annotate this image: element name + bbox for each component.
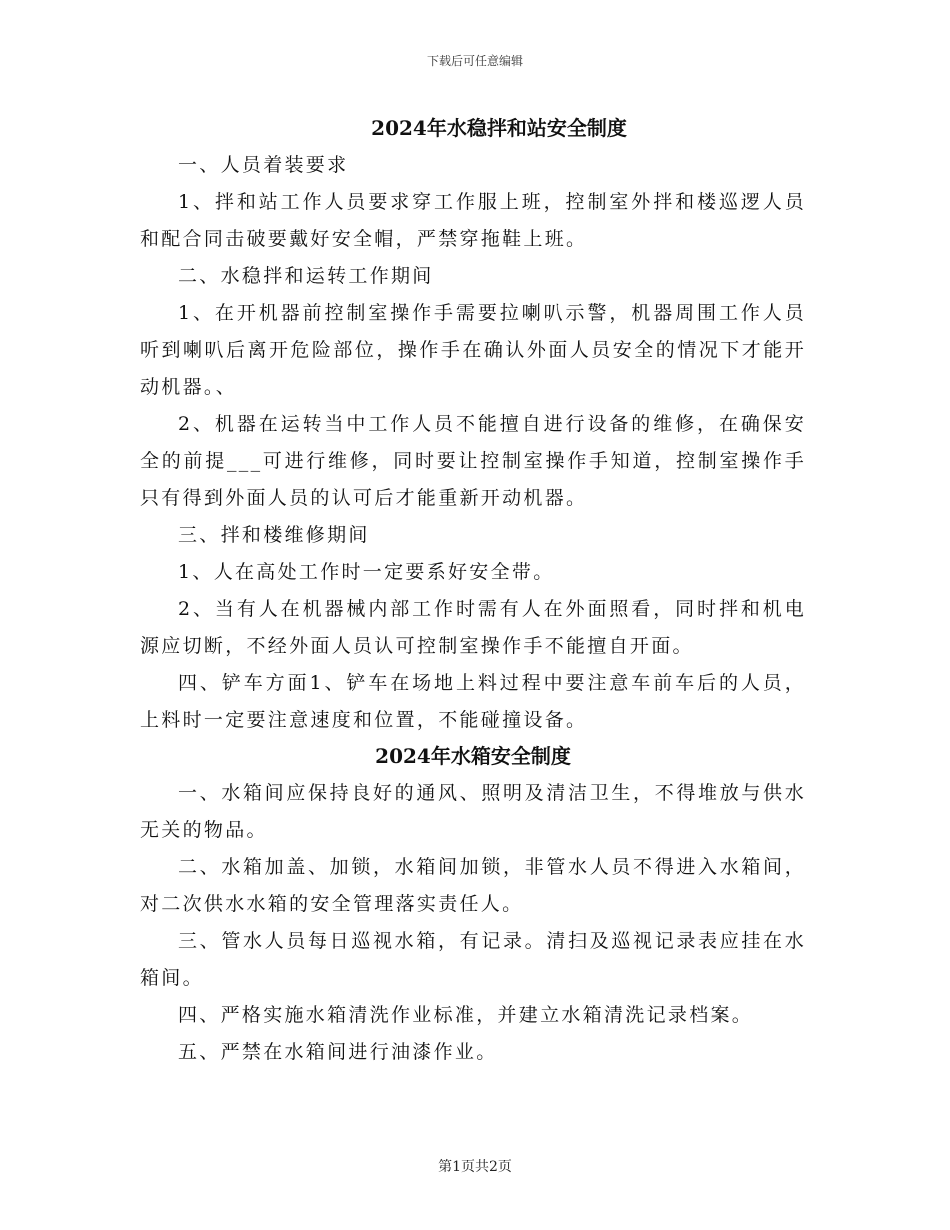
section-1-paragraph: 1、人在高处工作时一定要系好安全带。 bbox=[178, 561, 555, 583]
document-body bbox=[140, 111, 806, 1071]
section-1-paragraph: 一、人员着装要求 bbox=[178, 154, 349, 176]
section-1-paragraph: 2、当有人在机器械内部工作时需有人在外面照看，同时拌和机电源应切断，不经外面人员认可控制室操作手不能擅自开面。 bbox=[140, 598, 806, 657]
page-header-note: 下载后可任意编辑 bbox=[426, 54, 523, 68]
section-2-paragraph: 一、水箱间应保持良好的通风、照明及清洁卫生，不得堆放与供水无关的物品。 bbox=[140, 782, 806, 841]
section-2-paragraph: 二、水箱加盖、加锁，水箱间加锁，非管水人员不得进入水箱间，对二次供水水箱的安全管理落实责任人。 bbox=[140, 856, 806, 915]
section-2-paragraph: 五、严禁在水箱间进行油漆作业。 bbox=[178, 1041, 498, 1063]
page-number: 第1页共2页 bbox=[438, 1159, 512, 1175]
section-2-title: 2024年水箱安全制度 bbox=[375, 744, 571, 768]
section-2-paragraph: 三、管水人员每日巡视水箱，有记录。清扫及巡视记录表应挂在水箱间。 bbox=[140, 930, 806, 989]
section-1-paragraph: 四、铲车方面1、铲车在场地上料过程中要注意车前车后的人员，上料时一定要注意速度和位置，不能碰撞设备。 bbox=[140, 672, 806, 731]
section-1-title: 2024年水稳拌和站安全制度 bbox=[371, 116, 627, 140]
section-2-paragraph: 四、严格实施水箱清洗作业标准，并建立水箱清洗记录档案。 bbox=[178, 1004, 754, 1026]
section-1-paragraph: 1、在开机器前控制室操作手需要拉喇叭示警，机器周围工作人员听到喇叭后离开危险部位，操作手在确认外面人员安全的情况下才能开动机器。、 bbox=[140, 302, 806, 398]
section-1-paragraph: 1、拌和站工作人员要求穿工作服上班，控制室外拌和楼巡逻人员和配合同击破要戴好安全帽，严禁穿拖鞋上班。 bbox=[140, 191, 806, 250]
section-1-paragraph: 2、机器在运转当中工作人员不能擅自进行设备的维修，在确保安全的前提___可进行维修，同时要让控制室操作手知道，控制室操作手只有得到外面人员的认可后才能重新开动机器。 bbox=[140, 413, 806, 509]
section-1-paragraph: 三、拌和楼维修期间 bbox=[178, 524, 370, 546]
section-1-paragraph: 二、水稳拌和运转工作期间 bbox=[178, 265, 434, 287]
